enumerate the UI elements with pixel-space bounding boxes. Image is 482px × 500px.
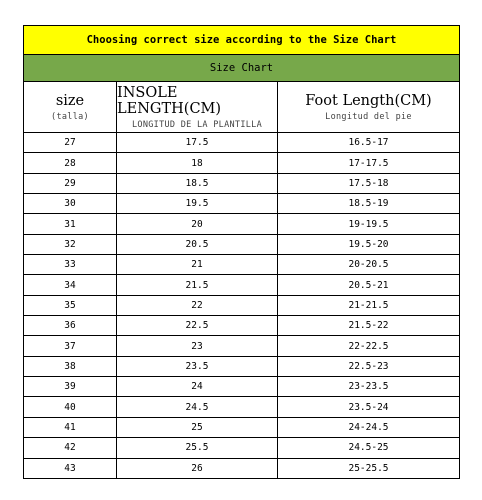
table-row [24, 397, 459, 417]
chart-subtitle: Size Chart [24, 55, 459, 82]
cell-insole-length: 17.5 [117, 133, 278, 152]
header-row [24, 82, 459, 133]
table-row [24, 133, 459, 153]
cell-size: 27 [24, 133, 117, 152]
cell-insole-length: 18 [117, 153, 278, 172]
cell-insole-length: 22.5 [117, 316, 278, 335]
header-insole-label: INSOLE LENGTH(CM) [117, 84, 222, 117]
cell-size: 35 [24, 296, 117, 315]
header-insole [117, 82, 278, 132]
cell-foot-length: 24-24.5 [348, 421, 389, 433]
header-size [24, 82, 117, 132]
table-row [24, 459, 459, 478]
cell-size: 34 [24, 275, 117, 294]
cell-insole-length: 24 [117, 377, 278, 396]
table-row [24, 194, 459, 214]
cell-foot-length: 22.5-23 [348, 360, 389, 372]
cell-size: 32 [24, 235, 117, 254]
table-row [24, 235, 459, 255]
cell-foot-length: 17-17.5 [348, 157, 389, 169]
cell-foot-length: 20.5-21 [348, 279, 389, 291]
cell-size: 37 [24, 336, 117, 355]
cell-foot-length: 22-22.5 [348, 340, 389, 352]
table-row [24, 357, 459, 377]
header-foot-label: Foot Length(CM) [305, 92, 432, 109]
cell-size: 39 [24, 377, 117, 396]
cell-insole-length: 25 [117, 418, 278, 437]
table-row [24, 316, 459, 336]
cell-insole-length: 23 [117, 336, 278, 355]
header-size-sublabel: (talla) [51, 111, 89, 122]
cell-insole-length: 23.5 [117, 357, 278, 376]
cell-insole-length: 21 [117, 255, 278, 274]
table-row [24, 336, 459, 356]
table-row [24, 255, 459, 275]
cell-insole-length: 26 [117, 459, 278, 478]
table-row [24, 377, 459, 397]
cell-size: 36 [24, 316, 117, 335]
cell-size: 31 [24, 214, 117, 233]
table-row [24, 438, 459, 458]
cell-foot-length: 23-23.5 [348, 381, 389, 393]
cell-size: 38 [24, 357, 117, 376]
table-row [24, 296, 459, 316]
cell-insole-length: 19.5 [117, 194, 278, 213]
cell-size: 40 [24, 397, 117, 416]
cell-foot-length: 18.5-19 [348, 198, 389, 210]
cell-foot-length: 17.5-18 [348, 177, 389, 189]
cell-foot-length: 25-25.5 [348, 462, 389, 474]
cell-insole-length: 21.5 [117, 275, 278, 294]
header-size-label: size [55, 92, 85, 109]
cell-foot-length: 20-20.5 [348, 259, 389, 271]
cell-size: 42 [24, 438, 117, 457]
table-row [24, 174, 459, 194]
cell-foot-length: 21.5-22 [348, 320, 389, 332]
cell-foot-length: 16.5-17 [348, 137, 389, 149]
table-row [24, 275, 459, 295]
cell-insole-length: 18.5 [117, 174, 278, 193]
cell-insole-length: 24.5 [117, 397, 278, 416]
table-row [24, 214, 459, 234]
cell-size: 33 [24, 255, 117, 274]
header-insole-sublabel: LONGITUD DE LA PLANTILLA [131, 119, 263, 130]
table-row [24, 418, 459, 438]
cell-insole-length: 25.5 [117, 438, 278, 457]
cell-insole-length: 22 [117, 296, 278, 315]
cell-foot-length: 19.5-20 [348, 238, 389, 250]
cell-size: 29 [24, 174, 117, 193]
chart-title: Choosing correct size according to the Size Chart [24, 26, 459, 55]
size-chart-table [23, 25, 460, 479]
cell-size: 43 [24, 459, 117, 478]
cell-foot-length: 19-19.5 [348, 218, 389, 230]
cell-insole-length: 20 [117, 214, 278, 233]
cell-size: 41 [24, 418, 117, 437]
header-foot-sublabel: Longitud del pie [325, 111, 412, 122]
header-foot [278, 82, 459, 132]
cell-insole-length: 20.5 [117, 235, 278, 254]
cell-foot-length: 24.5-25 [348, 442, 389, 454]
table-body [24, 133, 459, 478]
cell-size: 28 [24, 153, 117, 172]
cell-foot-length: 23.5-24 [348, 401, 389, 413]
cell-size: 30 [24, 194, 117, 213]
cell-foot-length: 21-21.5 [348, 299, 389, 311]
table-row [24, 153, 459, 173]
